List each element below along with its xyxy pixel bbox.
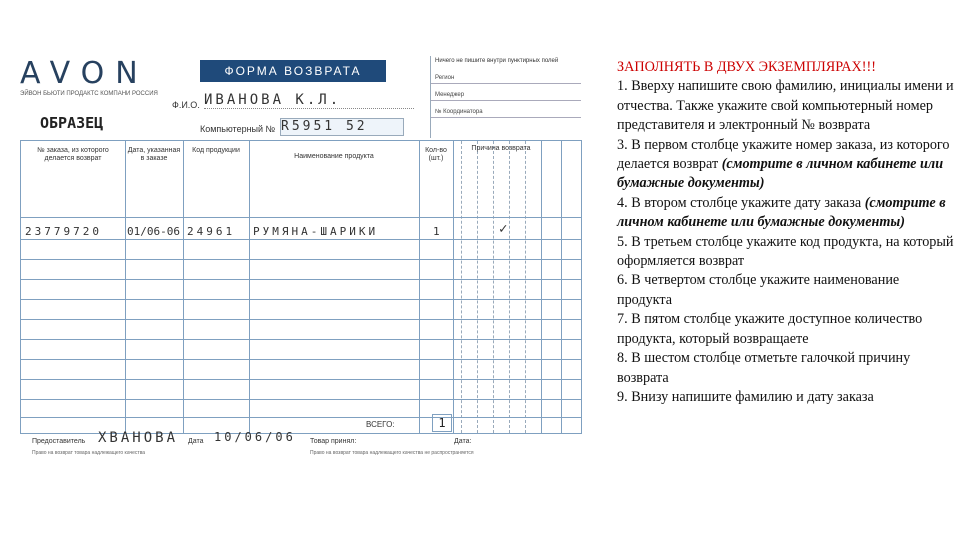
- presenter-value: ХВАНОВА: [98, 430, 179, 446]
- instruction-item: 5. В третьем столбце укажите код продукта, на который оформляется возврат: [617, 233, 954, 270]
- fio-value: ИВАНОВА К.Л.: [204, 92, 414, 109]
- col-header-reason: Причина возврата: [471, 145, 531, 152]
- row-line: [21, 339, 581, 340]
- col-divider: [525, 141, 526, 433]
- footer-date-value: 10/06/06: [214, 430, 296, 444]
- row-line: [21, 299, 581, 300]
- instruction-item: 9. Внизу напишите фамилию и дату заказа: [617, 388, 874, 405]
- row-line: [21, 259, 581, 260]
- col-header-name: Наименование продукта: [294, 153, 374, 160]
- fio-label: Ф.И.О.: [172, 100, 200, 110]
- row-line: [21, 319, 581, 320]
- col-divider: [493, 141, 494, 433]
- avon-logo: AVON: [20, 56, 149, 91]
- logo-subtitle: ЭЙВОН БЬЮТИ ПРОДАКТС КОМПАНИ РОССИЯ: [20, 91, 158, 97]
- return-rights-text: Право на возврат товара надлежащего качества: [32, 450, 146, 456]
- row-date: 01/06-06: [127, 225, 180, 238]
- col-divider: [461, 141, 462, 433]
- col-header-code: Код продукции: [192, 147, 240, 154]
- col-divider: [477, 141, 478, 433]
- col-divider: [249, 141, 250, 433]
- row-order: 23779720: [25, 225, 102, 238]
- row-qty: 1: [433, 225, 443, 238]
- return-table: [20, 140, 582, 434]
- sample-label: ОБРАЗЕЦ: [40, 114, 104, 132]
- col-divider: [419, 141, 420, 433]
- office-line-region: Регион: [431, 67, 581, 84]
- return-form-image: [18, 52, 584, 522]
- instructions: [617, 58, 957, 407]
- row-line: [21, 399, 581, 400]
- col-divider: [561, 141, 562, 433]
- office-use-box: [430, 56, 581, 138]
- col-header-order: № заказа, из которого делается возврат: [37, 147, 109, 162]
- row-line: [21, 359, 581, 360]
- accepted-date-label: Дата:: [454, 438, 472, 445]
- instructions-heading: ЗАПОЛНЯТЬ В ДВУХ ЭКЗЕМПЛЯРАХ!!!: [617, 59, 876, 75]
- instruction-item: 1. Вверху напишите свою фамилию, инициалы имени и отчества. Также укажите свой компьютерный номер представителя и электронный № возврата: [617, 78, 954, 134]
- row-line: [21, 417, 581, 418]
- col-header-qty: Кол-во (шт.): [425, 147, 447, 162]
- instruction-item: 4. В втором столбце укажите дату заказа (смотрите в личном кабинете или бумажные документы): [617, 194, 946, 231]
- office-line-coordinator: № Координатора: [431, 101, 581, 118]
- computer-number-value: R5951 52: [280, 118, 404, 136]
- office-line-manager: Менеджер: [431, 84, 581, 101]
- row-name: РУМЯНА-ШАРИКИ: [253, 225, 379, 238]
- col-divider: [453, 141, 454, 433]
- instruction-item: 3. В первом столбце укажите номер заказа, из которого делается возврат (смотрите в личном кабинете или бумажные документы): [617, 136, 950, 192]
- footer-date-label: Дата: [188, 438, 204, 445]
- row-line: [21, 279, 581, 280]
- return-rights-exclusion-text: Право на возврат товара надлежащего качества не распространяется: [310, 450, 474, 456]
- header-divider: [21, 217, 581, 218]
- computer-number-label: Компьютерный №: [200, 124, 276, 134]
- row-code: 24961: [187, 225, 236, 238]
- presenter-label: Предоставитель: [32, 438, 86, 445]
- col-divider: [541, 141, 542, 433]
- col-divider: [183, 141, 184, 433]
- total-value: 1: [432, 414, 452, 432]
- row-line: [21, 379, 581, 380]
- form-title: ФОРМА ВОЗВРАТА: [200, 60, 386, 82]
- row-line: [21, 239, 581, 240]
- col-header-date: Дата, указанная в заказе: [127, 147, 181, 162]
- col-divider: [509, 141, 510, 433]
- instruction-item: 7. В пятом столбце укажите доступное количество продукта, который возвращаете: [617, 311, 923, 347]
- accepted-label: Товар принял:: [310, 438, 357, 445]
- instruction-item: 6. В четвертом столбце укажите наименование продукта: [617, 272, 900, 308]
- row-reason-check: ✓: [499, 221, 511, 237]
- instruction-item: 8. В шестом столбце отметьте галочкой причину возврата: [617, 350, 911, 386]
- total-label: ВСЕГО:: [366, 420, 395, 429]
- office-use-title: Ничего не пишите внутри пунктирных полей: [435, 58, 559, 64]
- col-divider: [125, 141, 126, 433]
